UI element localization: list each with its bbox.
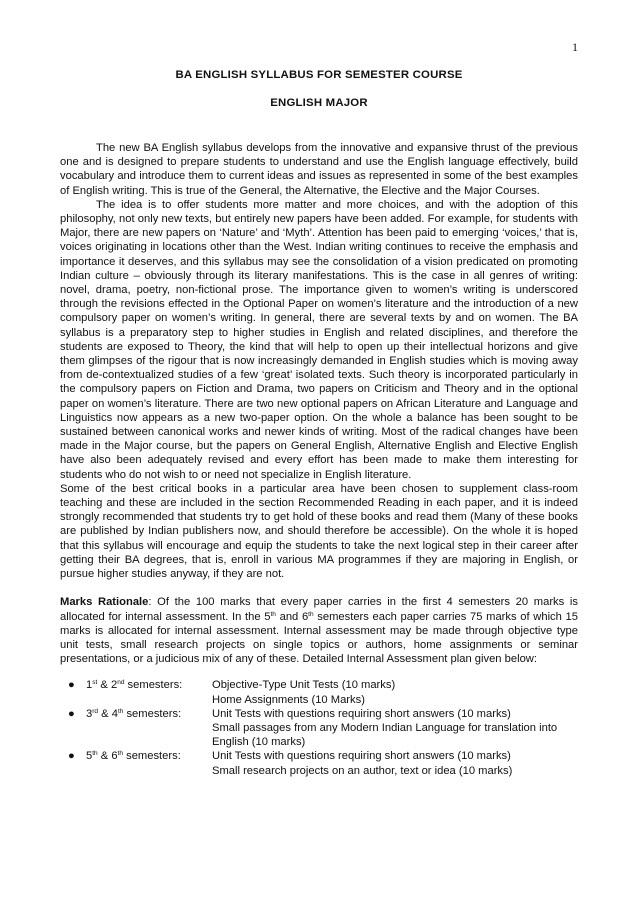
assessment-line: Objective-Type Unit Tests (10 marks) <box>212 679 396 692</box>
paragraph-recommended-reading: Some of the best critical books in a particular area have been chosen to supplement class-room teaching and these are included in the section Recommended Reading in each paper, and it is indeed strongly recommended that students try to get hold of these books and read them (Many of these books are published by Indian publishers now, and should therefore be accessible). On the whole it is hoped that this syllabus will encourage and equip the students to take the next logical step in their career after getting their BA degrees, that is, enroll in various MA programmes if they are majoring in English, or pursue higher studies anyway, if they are not. <box>60 482 578 581</box>
bullet-icon: ● <box>68 679 75 692</box>
marks-sup-b: th <box>308 610 314 618</box>
document-title: BA ENGLISH SYLLABUS FOR SEMESTER COURSE <box>175 69 463 81</box>
bullet-icon: ● <box>68 707 75 720</box>
document-subtitle: ENGLISH MAJOR <box>270 97 368 109</box>
assessment-item-sem-3-4 <box>60 707 578 750</box>
document-body <box>60 141 578 778</box>
marks-text-c: semesters each paper carries 75 marks of which 15 marks is allocated for internal assessment. Internal assessment may be made through objective type unit tests, small research projects on single topics or authors, home assignments or seminar presentations, or a judicious mix of any of these. Detailed Internal Assessment plan given below: <box>60 610 578 666</box>
marks-rationale-heading: Marks Rationale <box>60 596 149 609</box>
marks-text-b: and 6 <box>275 610 309 623</box>
assessment-line: Unit Tests with questions requiring short answers (10 marks) <box>212 707 511 720</box>
marks-rationale-paragraph <box>60 595 578 666</box>
assessment-item-sem-5-6 <box>60 749 578 777</box>
bullet-icon: ● <box>68 750 75 763</box>
assessment-details <box>212 707 578 750</box>
assessment-line: Small research projects on an author, text or idea (10 marks) <box>212 764 513 777</box>
paragraph-intro: The new BA English syllabus develops from the innovative and expansive thrust of the previous one and is designed to prepare students to understand and use the English language effectively, build vocabulary and introduce them to current ideas and issues as represented in some of the best examples of English writing. This is true of the General, the Alternative, the Elective and the Major Courses. <box>60 142 578 197</box>
assessment-line: Home Assignments (10 Marks) <box>212 693 365 706</box>
marks-rationale-colon: : <box>148 596 152 609</box>
paragraph-philosophy: The idea is to offer students more matter and more choices, and with the adoption of this philosophy, not only new texts, but entirely new papers have been added. For example, for students with Major, there are new papers on ‘Nature’ and ‘Myth’. Attention has been paid to emerging ‘voices,’ that is, voices originating in locations other than the West. Indian writing continues to receive the emphasis and importance it deserves, and this syllabus may see the consolidation of a vision predicated on promoting Indian culture – obviously through its literary manifestations. This is the case in all genres of writing: novel, drama, poetry, non-fictional prose. The importance given to women’s writing is underscored through the revisions effected in the Optional Paper on women’s literature and the introduction of a new compulsory paper on women’s writing. In general, there are several texts by and on women. The BA syllabus is a preparatory step to higher studies in English and related disciplines, and therefore the students are exposed to Theory, the kind that will help to open up their intellectual horizons and give them glimpses of the rigour that is now increasingly demanded in English studies which is moving away from de-contextualized studies of a few ‘great’ isolated texts. Such theory is incorporated particularly in the compulsory papers on Fiction and Drama, two papers on Criticism and Theory and in the optional paper on women’s literature. There are two new optional papers on African Literature and Language and Linguistics now appears as a new two-paper option. On the whole a balance has been sought to be sustained between canonical works and newer kinds of writing. Most of the radical changes have been made in the Major course, but the papers on General English, Alternative English and Elective English have also been adequately revised and every effort has been made to make them interesting for students who do not wish to or need not specialize in English literature. <box>60 198 578 481</box>
marks-sup-a: th <box>270 610 276 618</box>
marks-text-a: Of the 100 marks that every paper carries in the first 4 semesters 20 marks is allocated for internal assessment. In the 5 <box>60 596 578 623</box>
semester-label: 1st & 2nd semesters: <box>86 679 183 692</box>
semester-label: 3rd & 4th semesters: <box>86 707 182 720</box>
assessment-line: Small passages from any Modern Indian Language for translation into English (10 marks) <box>212 721 558 749</box>
assessment-details <box>212 749 578 777</box>
semester-label: 5th & 6th semesters: <box>86 750 181 763</box>
assessment-details <box>212 678 578 706</box>
assessment-item-sem-1-2 <box>60 678 578 706</box>
assessment-line: Unit Tests with questions requiring short answers (10 marks) <box>212 750 511 763</box>
page-number: 1 <box>572 40 578 54</box>
assessment-plan-list <box>60 678 578 777</box>
